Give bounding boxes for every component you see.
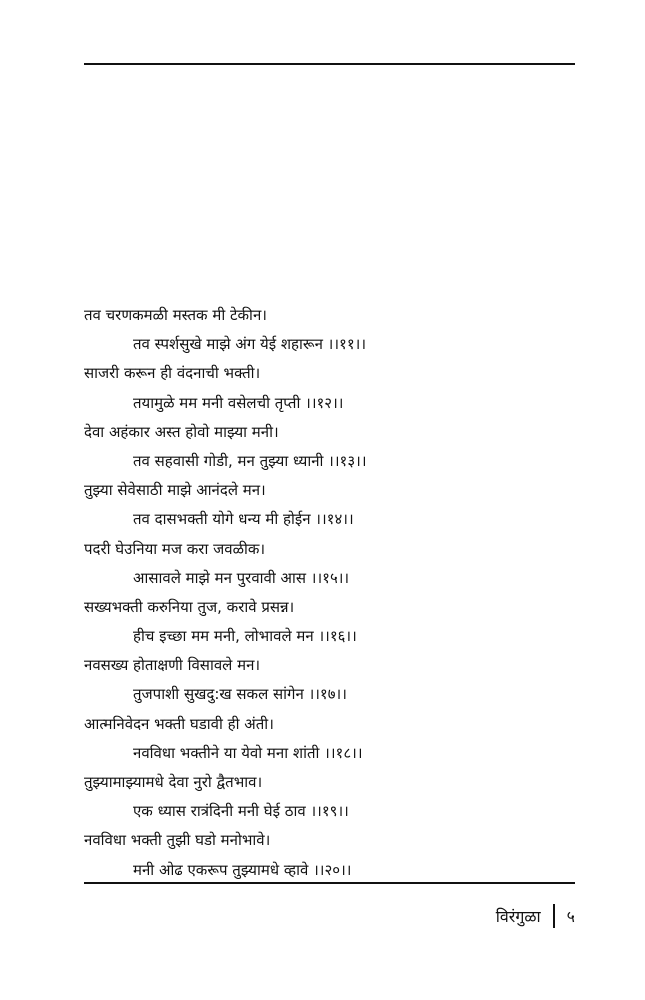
verse-block — [84, 301, 575, 885]
verse-line: हीच इच्छा मम मनी, लोभावले मन ।।१६।। — [133, 627, 357, 646]
verse-line: देवा अहंकार अस्त होवो माझ्या मनी। — [84, 422, 279, 441]
verse-line: साजरी करून ही वंदनाची भक्ती। — [84, 364, 261, 383]
verse-line: तव सहवासी गोडी, मन तुझ्या ध्यानी ।।१३।। — [133, 451, 367, 470]
page-footer — [496, 901, 575, 931]
book-title: विरंगुळा — [495, 907, 541, 926]
verse-line: आत्मनिवेदन भक्ती घडावी ही अंती। — [84, 714, 274, 733]
verse-line: तव स्पर्शसुखे माझे अंग येई शहारून ।।११।। — [133, 335, 366, 354]
verse-line: तुझ्या सेवेसाठी माझे आनंदले मन। — [84, 481, 266, 500]
verse-line: नवसख्य होताक्षणी विसावले मन। — [84, 656, 261, 675]
verse-line: नवविधा भक्ती तुझी घडो मनोभावे। — [84, 831, 271, 850]
verse-line: तव दासभक्ती योगे धन्य मी होईन ।।१४।। — [133, 510, 354, 529]
verse-line: तुजपाशी सुखदु:ख सकल सांगेन ।।१७।। — [133, 685, 347, 704]
verse-line: पदरी घेउनिया मज करा जवळीक। — [84, 539, 266, 558]
verse-line: तयामुळे मम मनी वसेलची तृप्ती ।।१२।। — [133, 393, 344, 412]
top-rule — [84, 63, 575, 65]
verse-line: सख्यभक्ती करुनिया तुज, करावे प्रसन्न। — [84, 597, 295, 616]
verse-line: तुझ्यामाझ्यामधे देवा नुरो द्वैतभाव। — [84, 773, 263, 791]
page-number: ५ — [566, 907, 575, 926]
verse-line: तव चरणकमळी मस्तक मी टेकीन। — [84, 306, 267, 324]
verse-line: नवविधा भक्तीने या येवो मना शांती ।।१८।। — [133, 743, 363, 762]
verse-line: आसावले माझे मन पुरवावी आस ।।१५।। — [133, 568, 350, 587]
verse-line: एक ध्यास रात्रंदिनी मनी घेई ठाव ।।१९।। — [133, 802, 349, 821]
verse-line: मनी ओढ एकरूप तुझ्यामधे व्हावे ।।२०।। — [133, 860, 352, 879]
bottom-rule — [84, 882, 575, 884]
footer-divider — [553, 904, 555, 928]
